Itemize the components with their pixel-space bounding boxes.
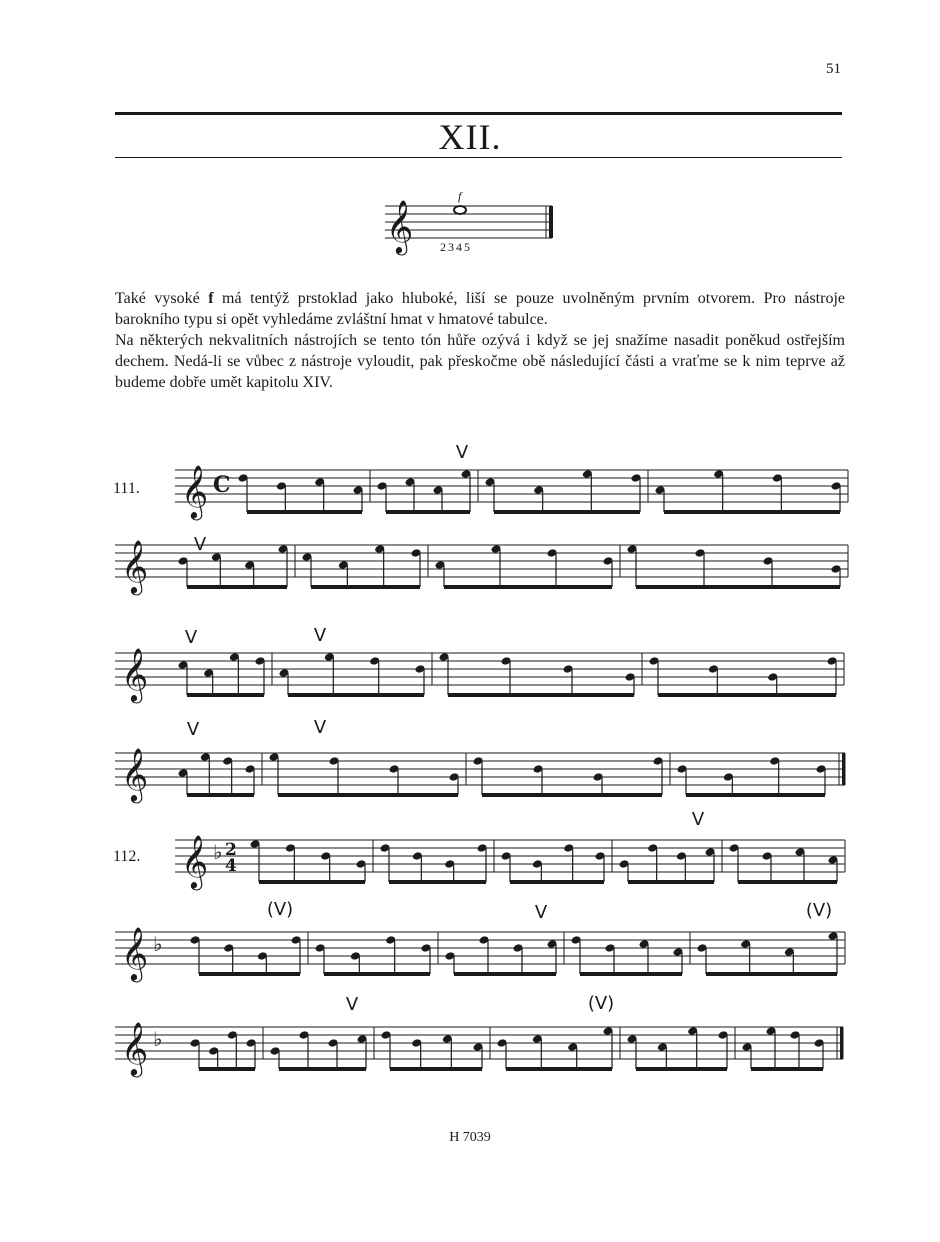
- treble-clef-icon: 𝄞: [181, 834, 209, 888]
- flat-key-signature: ♭: [213, 840, 223, 864]
- breath-mark: V: [313, 717, 327, 738]
- treble-clef-icon: 𝄞: [121, 747, 149, 801]
- paragraph-1: Také vysoké f má tentýž prstoklad jako hluboké, liší se pouze uvolněným prvním otvorem. Pro nástroje barokního typu si opět vyhledáme zvláštní hmat v hmatové tabulce.: [115, 290, 846, 328]
- time-signature-top: 2: [225, 840, 237, 860]
- exercise-number-111: 111.: [113, 480, 140, 497]
- treble-clef-icon: 𝄞: [121, 1021, 149, 1075]
- breath-mark: V: [345, 994, 359, 1015]
- breath-mark: V: [184, 627, 198, 648]
- breath-mark: V: [691, 809, 705, 830]
- treble-clef-icon: 𝄞: [121, 926, 149, 980]
- chapter-title: XII.: [438, 117, 502, 157]
- final-barline-thick: [842, 753, 846, 785]
- fingering-numbers: 2345: [440, 240, 472, 254]
- optional-breath-mark: (V): [266, 899, 294, 920]
- breath-mark: V: [534, 902, 548, 923]
- paragraph-2: Na některých nekvalitních nástrojích se tento tón hůře ozývá i když se jej snažíme nasadit poněkud ostřejším dechem. Nedá-li se vůbec z nástroje vyloudit, pak přeskočme obě následující části a vraťme se k nim teprve až budeme dobře umět kapitolu XIV.: [115, 332, 845, 391]
- flat-key-signature: ♭: [153, 1027, 163, 1051]
- flat-key-signature: ♭: [153, 932, 163, 956]
- optional-breath-mark: (V): [805, 900, 833, 921]
- page-number: 51: [826, 61, 841, 77]
- optional-breath-mark: (V): [587, 993, 615, 1014]
- treble-clef-icon: 𝄞: [181, 464, 209, 518]
- treble-clef-icon: 𝄞: [121, 647, 149, 701]
- breath-mark: V: [193, 534, 207, 555]
- breath-mark: V: [455, 442, 469, 463]
- treble-clef-icon: 𝄞: [386, 199, 414, 253]
- breath-mark: V: [313, 625, 327, 646]
- time-signature-bottom: 4: [225, 856, 237, 876]
- time-signature: C: [213, 472, 231, 498]
- exercise-number-112: 112.: [113, 848, 141, 865]
- footer-code: H 7039: [449, 1130, 491, 1145]
- treble-clef-icon: 𝄞: [121, 539, 149, 593]
- breath-mark: V: [186, 719, 200, 740]
- note-label: f: [458, 189, 462, 203]
- final-barline-thick: [840, 1027, 844, 1059]
